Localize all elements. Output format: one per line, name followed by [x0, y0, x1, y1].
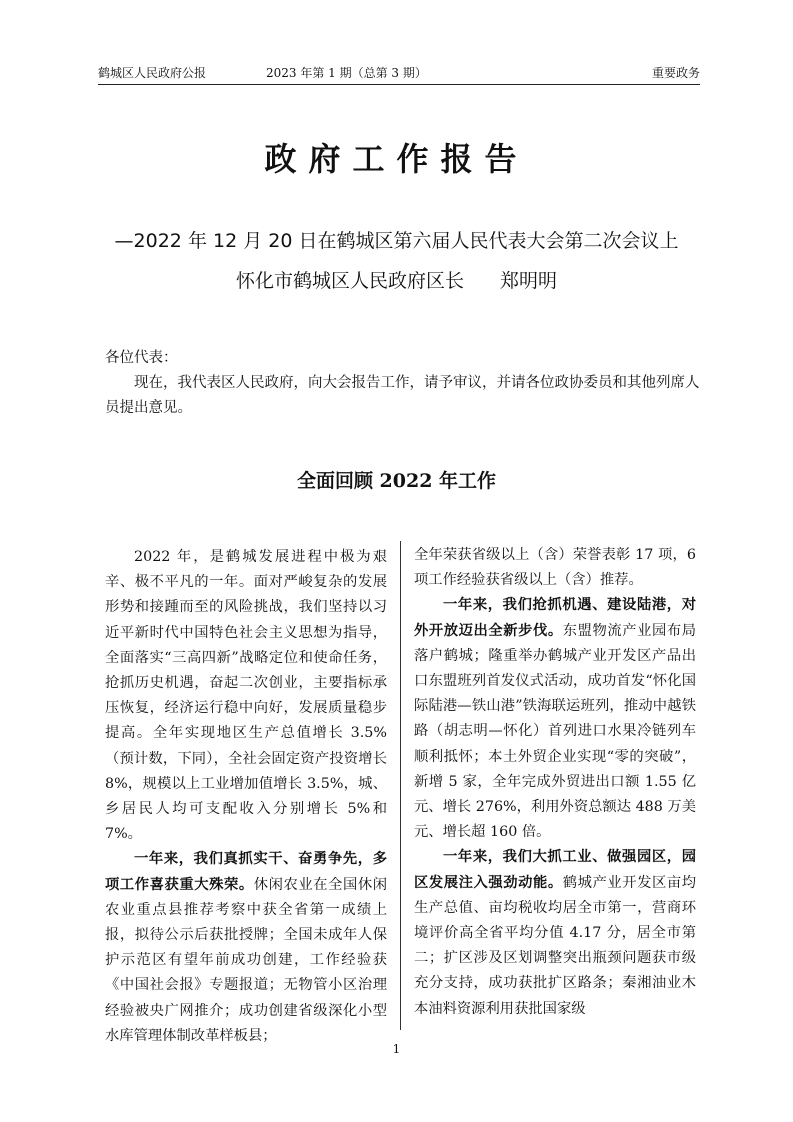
paragraph	[105, 847, 387, 1049]
paragraph-lead: 一年来，我们真抓实干、奋勇争先，多项工作喜获重大殊荣。	[105, 851, 387, 893]
paragraph-body: 东盟物流产业园布局落户鹤城；隆重举办鹤城产业开发区产品出口东盟班列首发仪式活动，成功首发“怀化国际陆港—铁山港”铁海联运班列，推动中越铁路（胡志明—怀化）首列进口水果冷链列车顺利抵怀；本土外贸企业实现“零的突破”，新增 5 家，全年完成外贸进出口额 1.55 亿元、增长 276%，利用外资总额达 488 万美元、增长超 160 倍。	[414, 622, 697, 841]
author-position: 怀化市鹤城区人民政府区长	[235, 270, 464, 292]
section-title: 全面回顾 2022 年工作	[296, 470, 497, 492]
page-header	[98, 62, 700, 84]
column-divider	[400, 541, 401, 1030]
paragraph-continued: 全年荣获省级以上（含）荣誉表彰 17 项，6 项工作经验获省级以上（含）推荐。	[414, 547, 696, 589]
section-label: 重要政务	[651, 66, 700, 80]
document-title: 政府工作报告	[264, 140, 529, 178]
intro-paragraph: 现在，我代表区人民政府，向大会报告工作，请予审议，并请各位政协委员和其他列席人员提出意见。	[105, 375, 700, 416]
author-line	[0, 266, 793, 293]
paragraph	[414, 593, 696, 845]
paragraph-lead: 一年来，我们大抓工业、做强园区，园区发展注入强劲动能。	[414, 849, 696, 891]
page-number: 1	[392, 1042, 401, 1056]
right-column	[414, 543, 696, 1022]
left-column	[105, 545, 387, 1049]
intro	[105, 346, 705, 421]
header-rule	[98, 84, 700, 85]
paragraph-lead: 一年来，我们抢抓机遇、建设陆港，对外开放迈出全新步伐。	[414, 597, 696, 639]
paragraph	[414, 845, 696, 1021]
salutation: 各位代表：	[105, 350, 178, 366]
bulletin-name: 鹤城区人民政府公报	[98, 66, 207, 80]
paragraph-body: 休闲农业在全国休闲农业重点县推荐考察中获全省第一成绩上报，拟待公示后获批授牌；全国未成年人保护示范区有望年前成功创建，工作经验获《中国社会报》专题报道；无物管小区治理经验被央广网推介；成功创建省级深化小型水库管理体制改革样板县；	[105, 876, 388, 1044]
paragraph: 2022 年，是鹤城发展进程中极为艰辛、极不平凡的一年。面对严峻复杂的发展形势和接踵而至的风险挑战，我们坚持以习近平新时代中国特色社会主义思想为指导，全面落实“三高四新”战略定位和使命任务，抢抓历史机遇，奋起二次创业，主要指标承压恢复，经济运行稳中向好，发展质量稳步提高。全年实现地区生产总值增长 3.5%（预计数，下同），全社会固定资产投资增长 8%，规模以上工业增加值增长 3.5%，城、乡居民人均可支配收入分别增长 5%和 7%。	[105, 549, 387, 843]
issue-info: 2023 年第 1 期（总第 3 期）	[266, 66, 427, 80]
author-name: 郑明明	[500, 270, 558, 292]
document-subtitle: —2022 年 12 月 20 日在鹤城区第六届人民代表大会第二次会议上	[114, 230, 679, 252]
paragraph-body: 鹤城产业开发区亩均生产总值、亩均税收均居全市第一，营商环境评价高全省平均分值 4.17 分，居全市第二；扩区涉及区划调整突出瓶颈问题获市级充分支持，成功获批扩区路条；秦湘油业木本油料资源利用获批国家级	[414, 874, 697, 1017]
